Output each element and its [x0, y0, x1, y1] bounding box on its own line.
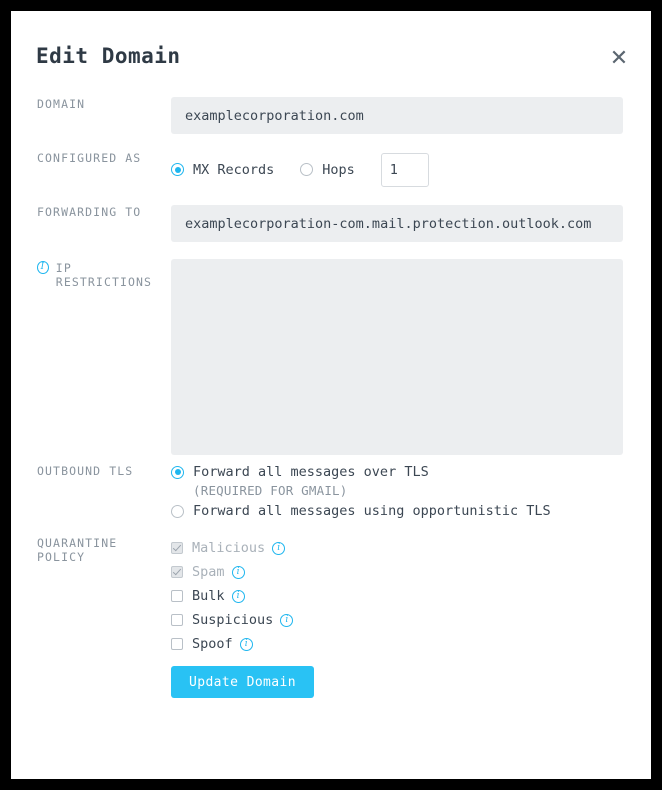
info-icon[interactable]: i — [232, 590, 245, 603]
info-icon[interactable]: I — [37, 261, 49, 274]
outbound-tls-field-wrap — [171, 464, 651, 522]
domain-input[interactable] — [171, 97, 623, 134]
checkbox-malicious-label: Malicious — [192, 540, 266, 556]
radio-mx-records-label: MX Records — [193, 161, 275, 178]
close-icon[interactable]: ✕ — [609, 46, 629, 71]
checkbox-row-malicious — [171, 536, 623, 560]
radio-tls-opportunistic-label: Forward all messages using opportunistic TLS — [193, 503, 551, 519]
ip-restrictions-field-wrap — [171, 259, 651, 459]
forwarding-to-input[interactable] — [171, 205, 623, 242]
submit-row — [11, 666, 651, 698]
configured-as-label: CONFIGURED AS — [37, 151, 142, 165]
radio-mx-records[interactable] — [171, 163, 184, 176]
checkbox-bulk[interactable] — [171, 590, 183, 602]
checkbox-spoof[interactable] — [171, 638, 183, 650]
checkbox-malicious[interactable] — [171, 542, 183, 554]
radio-hops[interactable] — [300, 163, 313, 176]
info-icon[interactable]: i — [240, 638, 253, 651]
quarantine-policy-field-wrap — [171, 536, 651, 656]
domain-field-wrap — [171, 97, 651, 134]
tls-option-required — [171, 464, 623, 480]
field-row-forwarding-to — [11, 205, 651, 259]
ip-restrictions-textarea[interactable] — [171, 259, 623, 455]
tls-required-sublabel: (REQUIRED FOR GMAIL) — [193, 483, 348, 498]
update-domain-button[interactable]: Update Domain — [171, 666, 314, 698]
checkbox-spam-label: Spam — [192, 564, 225, 580]
edit-domain-form — [11, 97, 651, 698]
checkbox-row-suspicious — [171, 608, 623, 632]
info-icon[interactable]: i — [232, 566, 245, 579]
hops-input[interactable] — [381, 153, 429, 187]
configured-as-field-wrap — [171, 151, 651, 188]
page-title: Edit Domain — [36, 44, 181, 68]
ip-restrictions-label-wrap — [11, 259, 171, 289]
radio-hops-label: Hops — [322, 161, 355, 178]
ip-restrictions-label: IP RESTRICTIONS — [55, 261, 153, 289]
checkbox-row-spoof — [171, 632, 623, 656]
domain-label: DOMAIN — [37, 97, 86, 111]
checkbox-bulk-label: Bulk — [192, 588, 225, 604]
quarantine-policy-label: QUARANTINE POLICY — [37, 536, 118, 564]
checkbox-spoof-label: Spoof — [192, 636, 233, 652]
radio-tls-required-label: Forward all messages over TLS — [193, 464, 429, 480]
field-row-quarantine-policy — [11, 536, 651, 656]
tls-option-opportunistic — [171, 503, 623, 519]
radio-tls-required[interactable] — [171, 466, 184, 479]
checkbox-suspicious-label: Suspicious — [192, 612, 274, 628]
forwarding-to-label: FORWARDING TO — [37, 205, 142, 219]
field-row-ip-restrictions — [11, 259, 651, 464]
submit-spacer — [11, 666, 171, 698]
info-icon[interactable]: i — [280, 614, 293, 627]
outbound-tls-label: OUTBOUND TLS — [37, 464, 134, 478]
field-row-outbound-tls — [11, 464, 651, 536]
radio-tls-opportunistic[interactable] — [171, 505, 184, 518]
checkbox-suspicious[interactable] — [171, 614, 183, 626]
checkbox-row-spam — [171, 560, 623, 584]
info-icon[interactable]: i — [272, 542, 285, 555]
field-row-domain — [11, 97, 651, 151]
checkbox-spam[interactable] — [171, 566, 183, 578]
field-row-configured-as — [11, 151, 651, 205]
checkbox-row-bulk — [171, 584, 623, 608]
forwarding-to-field-wrap — [171, 205, 651, 242]
edit-domain-dialog — [11, 11, 651, 779]
